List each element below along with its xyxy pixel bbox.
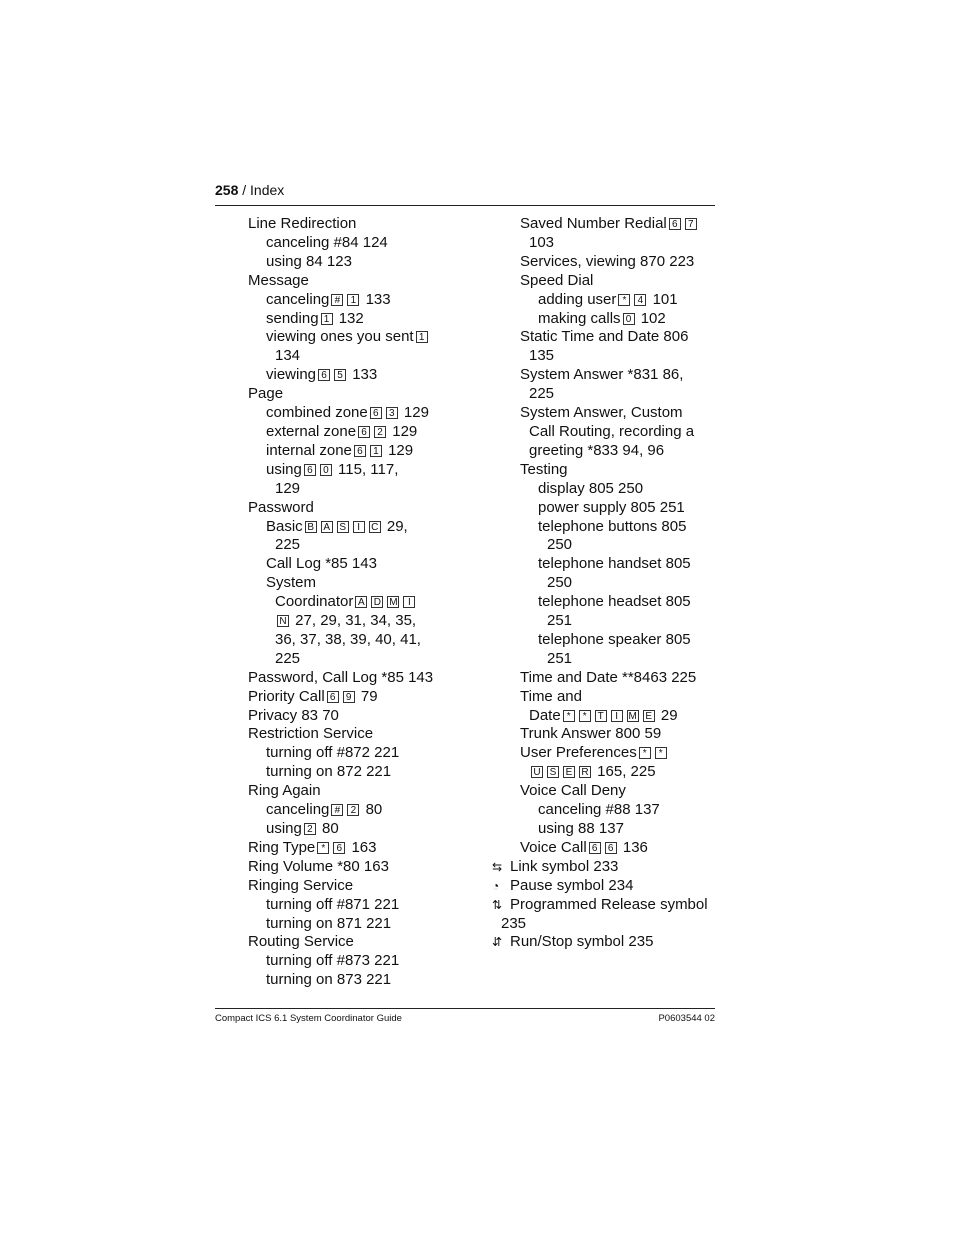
index-subentry: turning on 871 221 (266, 914, 392, 932)
index-continuation: N 27, 29, 31, 34, 35, (275, 612, 478, 631)
key-icon: 0 (623, 313, 635, 325)
key-icon: 6 (333, 842, 345, 854)
index-entry: Restriction Service (248, 725, 374, 743)
index-entry: Time and Date **8463 225 (520, 668, 697, 686)
key-icon: 6 (589, 842, 601, 854)
index-entry: Priority Call 6 9 79 (248, 687, 378, 705)
key-icon: 6 (669, 218, 681, 230)
pause-symbol-icon: ◔ (492, 878, 500, 893)
index-subentry: adding user * 4 101 (538, 290, 678, 308)
key-icon: 2 (347, 804, 359, 816)
key-icon: * (639, 747, 651, 759)
key-icon: B (305, 521, 317, 533)
footer-guide-title: Compact ICS 6.1 System Coordinator Guide (215, 1013, 402, 1024)
index-entry: System Answer *831 86, (520, 366, 684, 384)
key-icon: 6 (327, 691, 339, 703)
key-icon: E (563, 766, 575, 778)
key-icon: 1 (347, 294, 359, 306)
index-continuation: Call Routing, recording a (529, 422, 695, 440)
key-icon: I (403, 596, 415, 608)
index-subentry: telephone speaker 805 (538, 630, 691, 648)
index-subentry: combined zone 6 3 129 (266, 404, 429, 422)
index-subentry: telephone headset 805 (538, 593, 691, 611)
index-entry: Trunk Answer 800 59 (520, 725, 662, 743)
key-icon: * (563, 710, 575, 722)
index-subentry: using 88 137 (538, 820, 624, 837)
index-subentry: Call Log *85 143 (266, 555, 377, 573)
key-icon: 9 (343, 691, 355, 703)
key-icon: S (337, 521, 349, 533)
index-entry: Time and (520, 687, 582, 705)
index-entry: ⇵ Run/Stop symbol 235 (492, 933, 654, 951)
index-continuation: 225 (275, 536, 301, 554)
index-subentry: telephone buttons 805 (538, 517, 687, 535)
key-icon: * (655, 747, 667, 759)
key-icon: I (353, 521, 365, 533)
index-entry: Line Redirection (248, 215, 357, 232)
index-entry: Saved Number Redial 6 7 (520, 215, 722, 234)
index-entry: Message (248, 271, 309, 289)
index-continuation: 134 (275, 347, 301, 365)
key-icon: 2 (374, 426, 386, 438)
key-icon: # (331, 294, 343, 306)
key-icon: * (317, 842, 329, 854)
key-icon: A (355, 596, 367, 608)
index-continuation: 225 (275, 649, 301, 667)
index-entry: Ringing Service (248, 876, 354, 894)
index-continuation: 250 (547, 536, 573, 554)
index-subentry: viewing 6 5 133 (266, 366, 378, 384)
key-icon: N (277, 615, 289, 627)
run-stop-symbol-icon: ⇵ (492, 935, 503, 950)
index-subentry: power supply 805 251 (538, 498, 685, 516)
key-icon: 5 (334, 369, 346, 381)
key-icon: M (389, 597, 398, 609)
index-continuation: 250 (547, 574, 573, 592)
key-icon: * (579, 710, 591, 722)
index-entry: Speed Dial (520, 271, 594, 289)
index-continuation: greeting *833 94, 96 (529, 441, 665, 459)
index-entry: Services, viewing 870 223 (520, 252, 695, 270)
index-subentry: using 2 80 (266, 820, 339, 837)
index-entry: ⇆ Link symbol 233 (492, 857, 619, 875)
key-icon: 1 (370, 445, 382, 457)
index-subentry: canceling #84 124 (266, 233, 388, 251)
index-subentry: canceling #88 137 (538, 801, 660, 819)
index-entry: Testing (520, 460, 568, 478)
key-icon: 6 (358, 426, 370, 438)
index-entry: ◔ Pause symbol 234 (492, 876, 634, 894)
index-subentry: turning off #872 221 (266, 744, 400, 762)
index-entry: Page (248, 385, 284, 403)
index-entry: Ring Type * 6 163 (248, 838, 377, 856)
index-continuation: 103 (529, 233, 555, 251)
header-separator: / (238, 182, 251, 198)
index-continuation: 235 (501, 914, 527, 932)
key-icon: E (643, 710, 655, 722)
key-icon: U (531, 766, 543, 778)
index-subentry: using 84 123 (266, 252, 352, 270)
link-symbol-icon: ⇆ (492, 859, 503, 874)
index-subentry: using 6 0 115, 117, (266, 460, 399, 478)
index-entry: Ring Volume *80 163 (248, 857, 389, 875)
index-subentry: turning off #871 221 (266, 895, 400, 913)
index-subentry: display 805 250 (538, 479, 644, 497)
page-number: 258 (215, 182, 239, 198)
footer-document-number: P0603544 02 (658, 1013, 715, 1024)
programmed-release-symbol-icon: ⇅ (492, 897, 503, 912)
index-continuation: 135 (529, 347, 555, 365)
index-entry: Ring Again (248, 782, 321, 800)
key-icon: 3 (386, 407, 398, 419)
section-title: Index (250, 182, 285, 198)
key-icon: 4 (634, 294, 646, 306)
index-entry: System Answer, Custom (520, 404, 683, 422)
index-continuation: Coordinator A D M I (275, 593, 478, 612)
index-subentry: System (266, 574, 317, 592)
key-icon: # (331, 804, 343, 816)
index-entry: Privacy 83 70 (248, 706, 339, 724)
index-subentry: internal zone 6 1 129 (266, 441, 414, 459)
key-icon: 7 (685, 218, 697, 230)
key-icon: 6 (318, 369, 330, 381)
key-icon: S (547, 766, 559, 778)
index-subentry: canceling # 2 80 (266, 801, 383, 819)
index-subentry: viewing ones you sent 1 (266, 328, 478, 347)
page-footer (215, 1008, 715, 1024)
index-continuation: 251 (547, 649, 573, 667)
index-entry: Static Time and Date 806 (520, 328, 689, 346)
key-icon: 0 (320, 464, 332, 476)
index-subentry: Basic B A S I C 29, (266, 517, 408, 535)
index-continuation: U S E R 165, 225 (529, 763, 722, 782)
index-entry: User Preferences * * (520, 744, 722, 763)
index-subentry: making calls 0 102 (538, 309, 666, 327)
key-icon: C (369, 521, 381, 533)
index-entry: Voice Call Deny (520, 782, 626, 800)
key-icon: 1 (416, 331, 428, 343)
key-icon: 6 (370, 407, 382, 419)
key-icon: A (321, 521, 333, 533)
key-icon: 2 (304, 823, 316, 835)
index-entry: Password, Call Log *85 143 (248, 668, 434, 686)
key-icon: 6 (605, 842, 617, 854)
index-entry: ⇅ Programmed Release symbol (492, 895, 708, 913)
index-subentry: turning on 873 221 (266, 971, 392, 989)
key-icon: 6 (304, 464, 316, 476)
index-subentry: telephone handset 805 (538, 555, 691, 573)
page-header (215, 180, 715, 206)
index-entry: Voice Call 6 6 136 (520, 838, 648, 856)
key-icon: 6 (354, 445, 366, 457)
index-continuation: 129 (275, 479, 301, 497)
index-entry: Password (248, 498, 314, 516)
key-icon: T (595, 710, 607, 722)
index-column-left (248, 215, 478, 990)
index-subentry: turning on 872 221 (266, 763, 392, 781)
index-subentry: canceling # 1 133 (266, 290, 391, 308)
index-continuation: 225 (529, 385, 555, 403)
key-icon: M (628, 710, 637, 722)
index-continuation: Date * * T I M E 29 (529, 706, 678, 724)
index-continuation: 36, 37, 38, 39, 40, 41, (275, 630, 421, 648)
key-icon: D (371, 596, 383, 608)
key-icon: 1 (321, 313, 333, 325)
index-entry: Routing Service (248, 933, 354, 951)
index-continuation: 251 (547, 612, 573, 630)
index-subentry: turning off #873 221 (266, 952, 400, 970)
key-icon: * (618, 294, 630, 306)
index-subentry: sending 1 132 (266, 309, 364, 327)
index-subentry: external zone 6 2 129 (266, 422, 418, 440)
key-icon: I (611, 710, 623, 722)
index-column-right (492, 215, 722, 952)
key-icon: R (579, 766, 591, 778)
